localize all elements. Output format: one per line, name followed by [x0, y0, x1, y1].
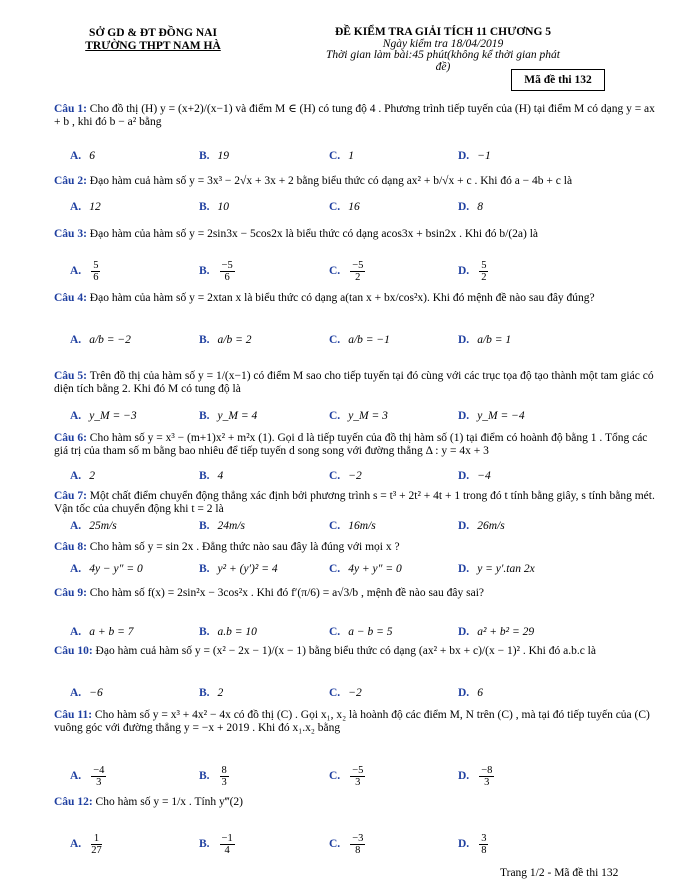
options-row: [54, 260, 654, 283]
option-key: C.: [329, 687, 341, 699]
fraction-value: $\frac{-8}{3}$: [481, 765, 493, 788]
question-6: [54, 432, 655, 458]
option-key: D.: [458, 410, 470, 422]
answer-option[interactable]: [199, 520, 245, 532]
answer-option[interactable]: [199, 563, 278, 575]
header-right: [318, 27, 568, 73]
answer-option[interactable]: [70, 765, 108, 788]
option-key: B.: [199, 470, 210, 482]
answer-option[interactable]: [458, 150, 491, 162]
question-label: Câu 3:: [54, 228, 90, 240]
question-4: [54, 292, 655, 305]
answer-option[interactable]: [199, 833, 237, 856]
fraction-value: $\frac{-3}{8}$: [352, 833, 364, 856]
question-1: [54, 103, 655, 129]
exam-date: Ngày kiểm tra 18/04/2019: [382, 37, 504, 50]
option-key: A.: [70, 201, 82, 213]
answer-option[interactable]: [458, 201, 483, 213]
option-key: B.: [199, 770, 210, 783]
options-row: [54, 833, 654, 856]
option-value: a.b = 10: [217, 626, 257, 638]
answer-option[interactable]: [70, 833, 104, 856]
option-value: 25m/s: [89, 520, 117, 532]
option-key: D.: [458, 520, 470, 532]
option-key: A.: [70, 563, 82, 575]
option-value: −4: [477, 470, 491, 482]
options-row: [54, 687, 654, 701]
answer-option[interactable]: [70, 201, 101, 213]
option-value: a − b = 5: [348, 626, 393, 638]
option-key: D.: [458, 563, 470, 575]
answer-option[interactable]: [199, 687, 223, 699]
option-key: C.: [329, 626, 341, 638]
header-left: [78, 27, 228, 53]
answer-option[interactable]: [458, 563, 535, 575]
exam-duration: Thời gian làm bài:45 phút(không kể thời gian phát đề): [326, 49, 560, 73]
answer-option[interactable]: [458, 833, 490, 856]
answer-option[interactable]: [199, 765, 231, 788]
answer-option[interactable]: [329, 687, 362, 699]
fraction-value: $\frac{8}{3}$: [221, 765, 227, 788]
answer-option[interactable]: [329, 765, 367, 788]
option-key: B.: [199, 626, 210, 638]
option-key: C.: [329, 150, 341, 162]
option-key: B.: [199, 563, 210, 575]
question-text: Cho hàm số y = x³ + 4x² − 4x có đồ thị (C) . Gọi x₁, x₂ là hoành độ các điểm M, N trên (C) , mà tại đó tiếp tuyến của (C) vuông góc với đường thẳng y = −x + 2019 . Khi đó x₁.x₂ bằng: [54, 709, 650, 734]
answer-option[interactable]: [199, 410, 257, 422]
fraction-value: $\frac{-5}{2}$: [352, 260, 364, 283]
question-text: Đạo hàm cuả hàm số y = (x² − 2x − 1)/(x − 1) bằng biểu thức có dạng (ax² + bx + c)/(x − 1)² . Khi đó a.b.c là: [95, 645, 596, 657]
exam-code-box: Mã đề thi 132: [511, 69, 605, 91]
answer-option[interactable]: [458, 687, 483, 699]
option-key: B.: [199, 265, 210, 278]
option-key: B.: [199, 410, 210, 422]
option-key: A.: [70, 410, 82, 422]
option-key: D.: [458, 265, 470, 278]
answer-option[interactable]: [329, 334, 390, 346]
option-value: 4y + y″ = 0: [348, 563, 402, 575]
question-text: Một chất điểm chuyển động thẳng xác định bởi phương trình s = t³ + 2t² + 4t + 1 trong đó t tính bằng giây, s tính bằng mét. Vận tốc của chuyển động khi t = 2 là: [54, 490, 655, 515]
option-key: D.: [458, 470, 470, 482]
answer-option[interactable]: [70, 520, 117, 532]
option-key: A.: [70, 470, 82, 482]
option-value: 16m/s: [348, 520, 376, 532]
question-text: Trên đồ thị của hàm số y = 1/(x−1) có điểm M sao cho tiếp tuyến tại đó cùng với các trục tọa độ tạo thành một tam giác có diện tích bằng 2. Khi đó M có tung độ là: [54, 370, 654, 395]
option-key: D.: [458, 770, 470, 783]
question-label: Câu 4:: [54, 292, 90, 304]
option-key: C.: [329, 770, 341, 783]
fraction-value: $\frac{-5}{3}$: [352, 765, 364, 788]
question-label: Câu 11:: [54, 709, 95, 721]
option-value: 1: [348, 150, 354, 162]
option-value: 24m/s: [217, 520, 246, 532]
fraction-value: $\frac{-4}{3}$: [93, 765, 105, 788]
question-8: [54, 541, 655, 554]
fraction-value: $\frac{5}{6}$: [93, 260, 99, 283]
answer-option[interactable]: [70, 563, 143, 575]
option-key: D.: [458, 334, 470, 346]
answer-option[interactable]: [329, 410, 388, 422]
option-key: C.: [329, 334, 341, 346]
fraction-value: $\frac{-1}{4}$: [221, 833, 233, 856]
answer-option[interactable]: [458, 765, 496, 788]
option-key: A.: [70, 687, 82, 699]
option-key: D.: [458, 687, 470, 699]
options-row: [54, 520, 654, 534]
question-10: [54, 645, 655, 658]
answer-option[interactable]: [329, 260, 367, 283]
answer-option[interactable]: [329, 150, 354, 162]
options-row: [54, 765, 654, 788]
option-value: a² + b² = 29: [477, 626, 535, 638]
option-value: 2: [217, 687, 224, 699]
question-text: Cho hàm số y = sin 2x . Đẳng thức nào sau đây là đúng với mọi x ?: [89, 541, 400, 553]
option-key: B.: [199, 687, 210, 699]
question-11: [54, 709, 655, 735]
options-row: [54, 150, 654, 164]
option-key: B.: [199, 334, 210, 346]
answer-option[interactable]: [199, 150, 229, 162]
option-key: A.: [70, 770, 82, 783]
question-label: Câu 2:: [54, 175, 90, 187]
option-key: A.: [70, 150, 82, 162]
answer-option[interactable]: [329, 201, 360, 213]
options-row: [54, 563, 654, 577]
department: SỞ GD & ĐT ĐỒNG NAI: [89, 27, 217, 39]
option-key: D.: [458, 838, 470, 851]
answer-option[interactable]: [329, 470, 362, 482]
question-3: [54, 228, 655, 241]
answer-option[interactable]: [199, 334, 252, 346]
question-label: Câu 10:: [54, 645, 96, 657]
option-key: C.: [329, 470, 341, 482]
fraction-value: $\frac{1}{27}$: [91, 833, 102, 856]
question-label: Câu 9:: [54, 587, 90, 599]
option-key: A.: [70, 265, 82, 278]
option-value: −1: [477, 150, 491, 162]
option-key: C.: [329, 563, 341, 575]
school-name: TRƯỜNG THPT NAM HÀ: [85, 40, 221, 52]
answer-option[interactable]: [70, 150, 95, 162]
question-7: [54, 490, 655, 516]
answer-option[interactable]: [458, 470, 491, 482]
option-value: 19: [217, 150, 230, 162]
answer-option[interactable]: [458, 260, 490, 283]
question-text: Cho hàm số y = x³ − (m+1)x² + m²x (1). Gọi d là tiếp tuyến của đồ thị hàm số (1) tại điểm có hoành độ bằng 1 . Tổng các giá trị của tham số m bằng bao nhiêu để tiếp tuyến d song song với đường thẳng Δ : y = 4x + 3: [54, 432, 648, 457]
question-label: Câu 12:: [54, 796, 96, 808]
answer-option[interactable]: [329, 833, 367, 856]
answer-option[interactable]: [70, 260, 102, 283]
option-value: y = y′.tan 2x: [477, 563, 535, 575]
answer-option[interactable]: [70, 410, 137, 422]
answer-option[interactable]: [329, 626, 392, 638]
question-label: Câu 7:: [54, 490, 90, 502]
option-value: 10: [217, 201, 230, 213]
question-text: Cho hàm số f(x) = 2sin²x − 3cos²x . Khi đó f′(π/6) = a√3/b , mệnh đề nào sau đây sai?: [89, 587, 485, 599]
fraction-value: $\frac{5}{2}$: [481, 260, 487, 283]
question-5: [54, 370, 655, 396]
answer-option[interactable]: [458, 410, 525, 422]
answer-option[interactable]: [329, 520, 376, 532]
option-value: y_M = 4: [217, 410, 258, 422]
answer-option[interactable]: [70, 334, 131, 346]
option-key: C.: [329, 201, 341, 213]
option-value: −2: [348, 687, 362, 699]
option-value: −6: [89, 687, 103, 699]
option-key: D.: [458, 201, 470, 213]
option-value: 6: [477, 687, 483, 699]
question-label: Câu 6:: [54, 432, 90, 444]
option-value: a/b = 2: [217, 334, 252, 346]
exam-title: ĐỀ KIỂM TRA GIẢI TÍCH 11 CHƯƠNG 5: [334, 26, 552, 38]
page-footer: Trang 1/2 - Mã đề thi 132: [500, 867, 619, 879]
option-key: C.: [329, 838, 341, 851]
question-12: [54, 796, 655, 809]
option-key: C.: [329, 520, 341, 532]
answer-option[interactable]: [458, 626, 534, 638]
answer-option[interactable]: [70, 626, 133, 638]
option-key: D.: [458, 150, 470, 162]
answer-option[interactable]: [70, 687, 103, 699]
fraction-value: $\frac{3}{8}$: [481, 833, 487, 856]
answer-option[interactable]: [199, 260, 237, 283]
option-value: 16: [348, 201, 360, 213]
question-text: Đạo hàm cuả hàm số y = 3x³ − 2√x + 3x + 2 bằng biểu thức có dạng ax² + b/√x + c . Khi đó a − 4b + c là: [89, 175, 573, 187]
options-row: [54, 626, 654, 640]
option-value: y_M = 3: [348, 410, 388, 422]
question-label: Câu 5:: [54, 370, 90, 382]
option-value: y_M = −4: [477, 410, 525, 422]
option-key: D.: [458, 626, 470, 638]
question-label: Câu 1:: [54, 103, 90, 115]
answer-option[interactable]: [458, 520, 505, 532]
answer-option[interactable]: [199, 201, 229, 213]
option-key: C.: [329, 410, 341, 422]
option-key: B.: [199, 520, 210, 532]
option-value: a/b = 1: [477, 334, 512, 346]
option-value: 8: [477, 201, 483, 213]
options-row: [54, 470, 654, 484]
answer-option[interactable]: [199, 626, 257, 638]
option-key: A.: [70, 334, 82, 346]
option-value: y² + (y′)² = 4: [217, 563, 278, 575]
option-key: A.: [70, 626, 82, 638]
question-9: [54, 587, 655, 600]
options-row: [54, 201, 654, 215]
answer-option[interactable]: [70, 470, 95, 482]
answer-option[interactable]: [199, 470, 223, 482]
option-key: B.: [199, 150, 210, 162]
option-value: 6: [89, 150, 95, 162]
option-key: C.: [329, 265, 341, 278]
options-row: [54, 410, 654, 424]
question-label: Câu 8:: [54, 541, 90, 553]
question-text: Cho đồ thị (H) y = (x+2)/(x−1) và điểm M ∈ (H) có tung độ 4 . Phương trình tiếp tuyến của (H) tại điểm M có dạng y = ax + b , khi đó b − a² bằng: [54, 103, 655, 128]
option-value: 4y − y″ = 0: [89, 563, 143, 575]
options-row: [54, 334, 654, 348]
question-2: [54, 175, 655, 188]
option-value: 4: [217, 470, 224, 482]
fraction-value: $\frac{-5}{6}$: [221, 260, 233, 283]
option-value: y_M = −3: [89, 410, 137, 422]
question-text: Đạo hàm của hàm số y = 2xtan x là biểu thức có dạng a(tan x + bx/cos²x). Khi đó mệnh đề nào sau đây đúng?: [89, 292, 595, 304]
option-value: a/b = −1: [348, 334, 390, 346]
option-value: 2: [89, 470, 95, 482]
option-value: 12: [89, 201, 101, 213]
option-value: a/b = −2: [89, 334, 131, 346]
option-key: B.: [199, 201, 210, 213]
option-value: a + b = 7: [89, 626, 134, 638]
option-value: −2: [348, 470, 362, 482]
answer-option[interactable]: [458, 334, 511, 346]
question-text: Cho hàm số y = 1/x . Tính y‴(2): [95, 796, 243, 808]
question-text: Đạo hàm của hàm số y = 2sin3x − 5cos2x là biểu thức có dạng acos3x + bsin2x . Khi đó b/(2a) là: [89, 228, 539, 240]
option-key: B.: [199, 838, 210, 851]
option-value: 26m/s: [477, 520, 505, 532]
option-key: A.: [70, 520, 82, 532]
answer-option[interactable]: [329, 563, 402, 575]
option-key: A.: [70, 838, 82, 851]
